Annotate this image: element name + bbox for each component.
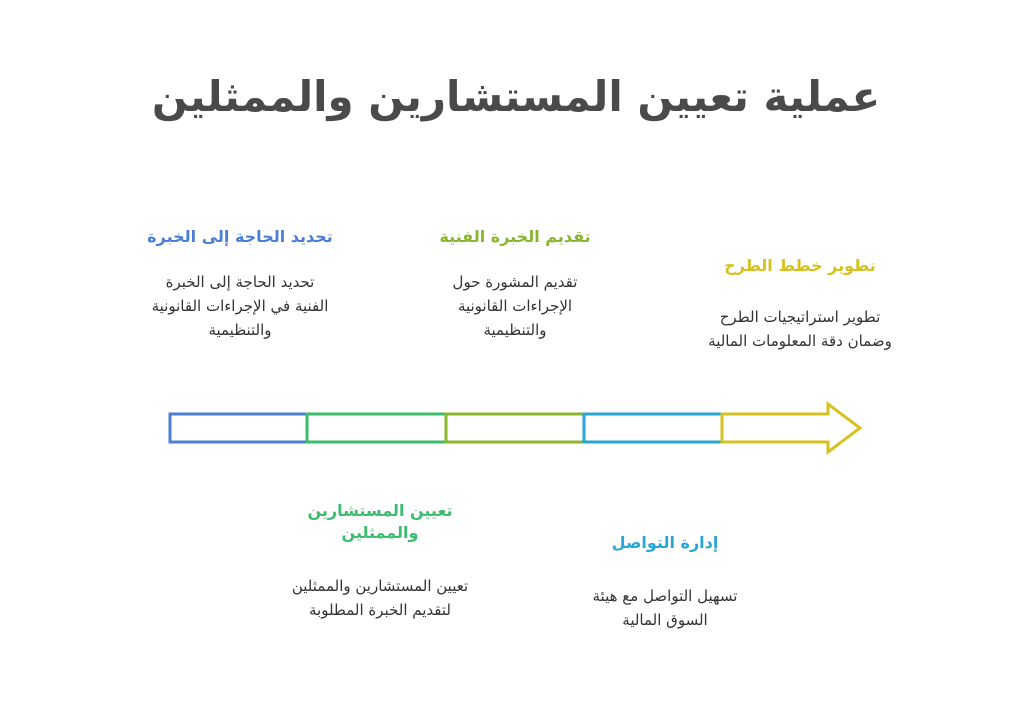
step-description-line: تسهيل التواصل مع هيئة <box>592 587 738 605</box>
step-heading: تطوير خطط الطرح <box>724 256 876 275</box>
step-heading: تقديم الخبرة الفنية <box>439 227 591 246</box>
timeline-segment-2 <box>307 414 446 442</box>
step-description-line: لتقديم الخبرة المطلوبة <box>309 601 451 619</box>
timeline-arrow-head <box>722 404 860 452</box>
step-heading-line: والممثلين <box>341 523 419 542</box>
step-description-line: تعيين المستشارين والممثلين <box>291 577 469 595</box>
timeline-segment-4 <box>584 414 722 442</box>
step-description-line: والتنظيمية <box>208 321 272 339</box>
step-description-line: تطوير استراتيجيات الطرح <box>719 308 881 326</box>
step-heading-line: تعيين المستشارين <box>307 501 453 520</box>
step-description-line: تقديم المشورة حول <box>452 273 578 291</box>
step-description-line: السوق المالية <box>622 611 708 629</box>
step-description-line: والتنظيمية <box>483 321 547 339</box>
step-description-line: تحديد الحاجة إلى الخبرة <box>165 273 315 291</box>
step-description-line: الفنية في الإجراءات القانونية <box>151 297 329 315</box>
step-description-line: وضمان دقة المعلومات المالية <box>708 332 892 350</box>
step-heading: تحديد الحاجة إلى الخبرة <box>147 227 333 246</box>
timeline-segment-1 <box>170 414 307 442</box>
diagram-title: عملية تعيين المستشارين والممثلين <box>151 72 881 121</box>
step-heading: إدارة التواصل <box>611 533 719 552</box>
timeline-segment-3 <box>446 414 584 442</box>
step-description-line: الإجراءات القانونية <box>457 297 573 315</box>
